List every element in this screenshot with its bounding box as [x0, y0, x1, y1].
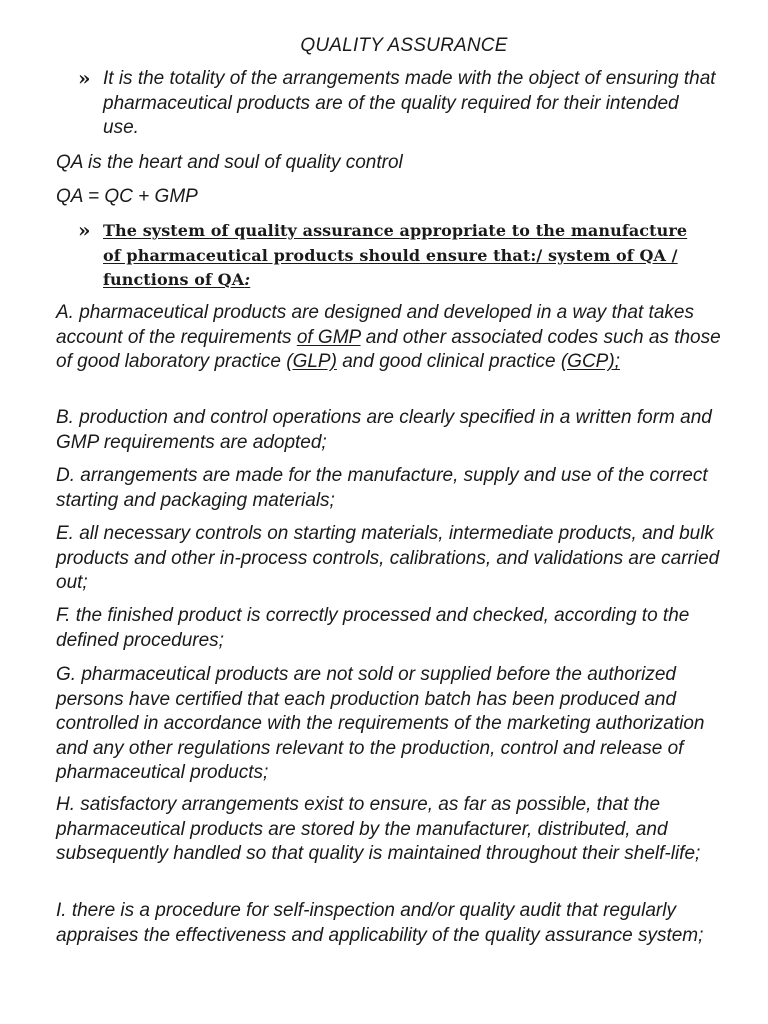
list-item-b: B. production and control operations are clearly specified in a written form and GMP requirements are adopted;	[56, 407, 712, 453]
list-item-f: F. the finished product is correctly processed and checked, according to the defined procedures;	[56, 605, 690, 651]
item-a-text-2: and other associated codes such as those of good laboratory practice	[56, 326, 721, 372]
qa-heart-line: QA is the heart and soul of quality control	[56, 152, 403, 173]
item-a-text-3: and good clinical practice	[336, 351, 561, 372]
item-a-text-1: A. pharmaceutical products are designed and developed in a way that takes account of the requirements	[56, 302, 694, 348]
definition-text: It is the totality of the arrangements made with the object of ensuring that pharmaceutical products are of the quality required for their intended use.	[103, 68, 716, 138]
qa-formula-line: QA = QC + GMP	[56, 186, 198, 207]
list-item-a	[56, 301, 724, 375]
item-a-glp: (GLP)	[286, 351, 337, 372]
list-item-i: I. there is a procedure for self-inspection and/or quality audit that regularly appraises the effectiveness and applicability of the quality assurance system;	[56, 900, 704, 946]
bullet-definition	[78, 67, 718, 141]
bullet-system-heading	[78, 219, 696, 293]
list-item-h: H. satisfactory arrangements exist to ensure, as far as possible, that the pharmaceutical products are stored by the manufacturer, distributed, and subsequently handled so that quality is maintained throughout their shelf-life;	[56, 794, 701, 864]
item-a-gmp: of GMP	[296, 326, 361, 348]
item-a-gcp: (GCP);	[560, 351, 620, 372]
system-heading-text	[103, 219, 696, 293]
system-heading-main: The system of quality assurance appropriate to the manufacture of pharmaceutical products should ensure that:/ system of QA / functions of QA	[103, 221, 688, 289]
bullet-marker: »	[78, 66, 91, 90]
bullet-marker: »	[78, 218, 91, 242]
document-title: QUALITY ASSURANCE	[300, 35, 508, 56]
list-item-e: E. all necessary controls on starting materials, intermediate products, and bulk products and other in-process controls, calibrations, and validations are carried out;	[56, 523, 720, 593]
list-item-g: G. pharmaceutical products are not sold or supplied before the authorized persons have certified that each production batch has been produced and controlled in accordance with the requirements of the marketing authorization and any other regulations relevant to the production, control and release of pharmaceutical products;	[56, 664, 705, 783]
list-item-d: D. arrangements are made for the manufacture, supply and use of the correct starting and packaging materials;	[56, 465, 708, 511]
system-heading-colon: :	[244, 270, 251, 289]
